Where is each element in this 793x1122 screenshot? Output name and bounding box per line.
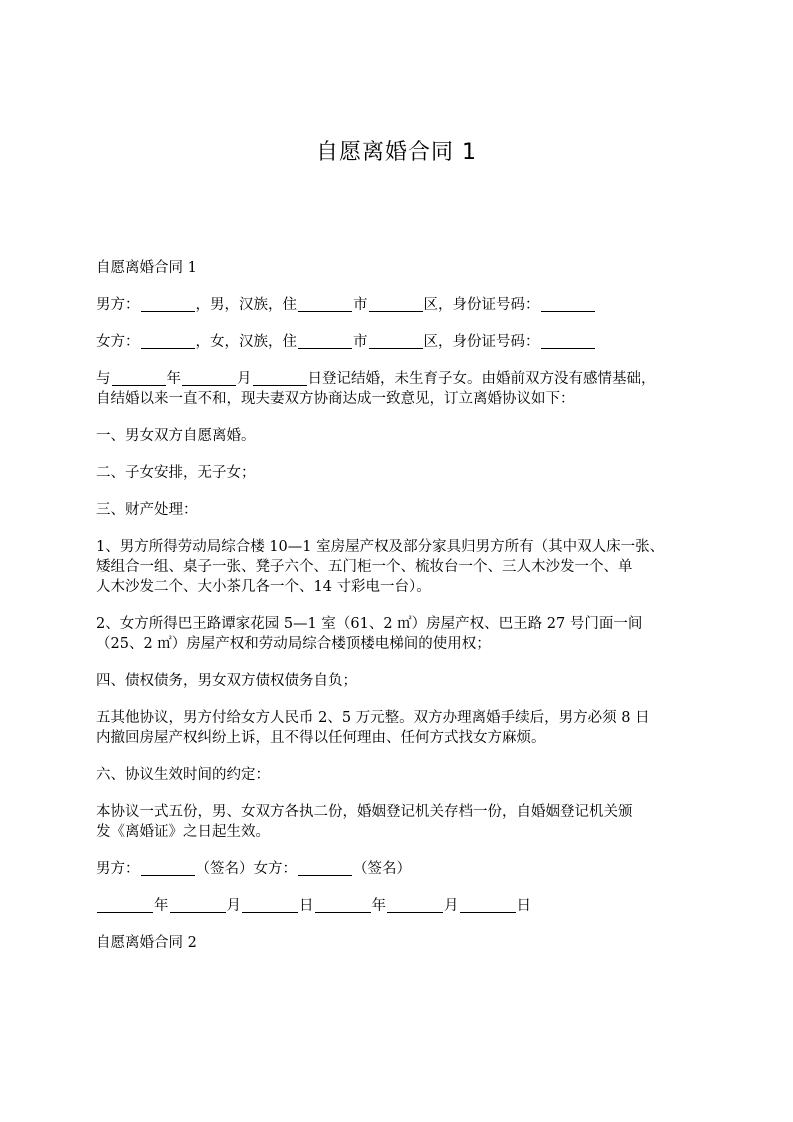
date-2-month-text: 月	[444, 898, 459, 914]
male-info-text: ，男，汉族，住	[195, 297, 297, 313]
marriage-paragraph	[96, 369, 716, 409]
signature-end-text: （签名）	[353, 861, 411, 877]
clause-5-line-2: 内撤回房屋产权纠纷上诉，且不得以任何理由、任何方式找女方麻烦。	[96, 730, 546, 746]
male-label: 男方：	[96, 297, 140, 313]
property-2-line-1: 2、女方所得巴王路谭家花园 5—1 室（61、2 ㎡）房屋产权、巴王路 27 号门面一间	[96, 616, 643, 632]
date-2-month-blank	[387, 898, 443, 913]
property-1-line-1: 1、男方所得劳动局综合楼 10—1 室房屋产权及部分家具归男方所有（其中双人床一张、	[96, 539, 665, 555]
marriage-month-blank	[182, 371, 236, 386]
property-1-paragraph	[96, 537, 716, 597]
date-1-month-text: 月	[226, 898, 241, 914]
male-city-blank	[298, 297, 352, 312]
female-city-blank	[298, 334, 352, 349]
effective-paragraph	[96, 802, 716, 842]
property-1-line-2: 矮组合一组、桌子一张、凳子六个、五门柜一个、梳妆台一个、三人木沙发一个、单	[96, 559, 633, 575]
clause-6: 六、协议生效时间的约定：	[96, 767, 270, 783]
female-id-blank	[541, 334, 595, 349]
marriage-line-1	[96, 369, 716, 389]
date-1-month-blank	[170, 898, 226, 913]
property-1-line-3: 人木沙发二个、大小茶几各一个、14 寸彩电一台）。	[96, 579, 431, 595]
female-district-blank	[369, 334, 423, 349]
male-id-blank	[541, 297, 595, 312]
marriage-with-text: 与	[96, 371, 111, 387]
date-2-year-text: 年	[371, 898, 386, 914]
signature-line	[96, 859, 716, 879]
effective-line-2: 发《离婚证》之日起生效。	[96, 824, 270, 840]
male-id-text: 区，身份证号码：	[423, 297, 540, 313]
signature-female-blank	[298, 861, 352, 876]
date-1-day-blank	[242, 898, 298, 913]
effective-line-1: 本协议一式五份，男、女双方各执二份，婚姻登记机关存档一份，自婚姻登记机关颁	[96, 804, 633, 820]
clause-2: 二、子女安排，无子女；	[96, 465, 256, 481]
female-id-text: 区，身份证号码：	[423, 334, 540, 350]
next-contract-title: 自愿离婚合同 2	[96, 935, 197, 951]
clause-5-paragraph	[96, 708, 716, 748]
marriage-day-blank	[253, 371, 307, 386]
female-info-text: ，女，汉族，住	[195, 334, 297, 350]
date-1-day-text: 日	[299, 898, 314, 914]
contract-subtitle: 自愿离婚合同 1	[96, 260, 197, 276]
marriage-year-text: 年	[166, 371, 181, 387]
clause-4: 四、债权债务，男女双方债权债务自负；	[96, 673, 357, 689]
date-2-day-text: 日	[516, 898, 531, 914]
female-label: 女方：	[96, 334, 140, 350]
male-city-text: 市	[353, 297, 368, 313]
male-name-blank	[141, 297, 195, 312]
male-district-blank	[369, 297, 423, 312]
date-2-day-blank	[460, 898, 516, 913]
marriage-month-text: 月	[237, 371, 252, 387]
signature-male-label: 男方：	[96, 861, 140, 877]
date-1-year-text: 年	[154, 898, 169, 914]
clause-5-line-1: 五其他协议，男方付给女方人民币 2、5 万元整。双方办理离婚手续后，男方必须 8 日	[96, 710, 650, 726]
date-1-year-blank	[97, 898, 153, 913]
female-name-blank	[141, 334, 195, 349]
signature-male-blank	[141, 861, 195, 876]
property-2-line-2: （25、2 ㎡）房屋产权和劳动局综合楼顶楼电梯间的使用权；	[96, 636, 491, 652]
marriage-line-2: 自结婚以来一直不和，现夫妻双方协商达成一致意见，订立离婚协议如下：	[96, 391, 575, 407]
female-city-text: 市	[353, 334, 368, 350]
marriage-day-text: 日登记结婚，未生育子女。由婚前双方没有感情基础，	[307, 371, 656, 387]
date-2-year-blank	[315, 898, 371, 913]
signature-female-label: （签名）女方：	[195, 861, 297, 877]
document-title: 自愿离婚合同 1	[316, 140, 477, 165]
female-party-line	[96, 332, 716, 352]
clause-1: 一、男女双方自愿离婚。	[96, 428, 256, 444]
marriage-year-blank	[112, 371, 166, 386]
document-body	[96, 258, 716, 970]
date-line	[96, 896, 716, 916]
male-party-line	[96, 295, 716, 315]
property-2-paragraph	[96, 614, 716, 654]
clause-3: 三、财产处理：	[96, 502, 198, 518]
